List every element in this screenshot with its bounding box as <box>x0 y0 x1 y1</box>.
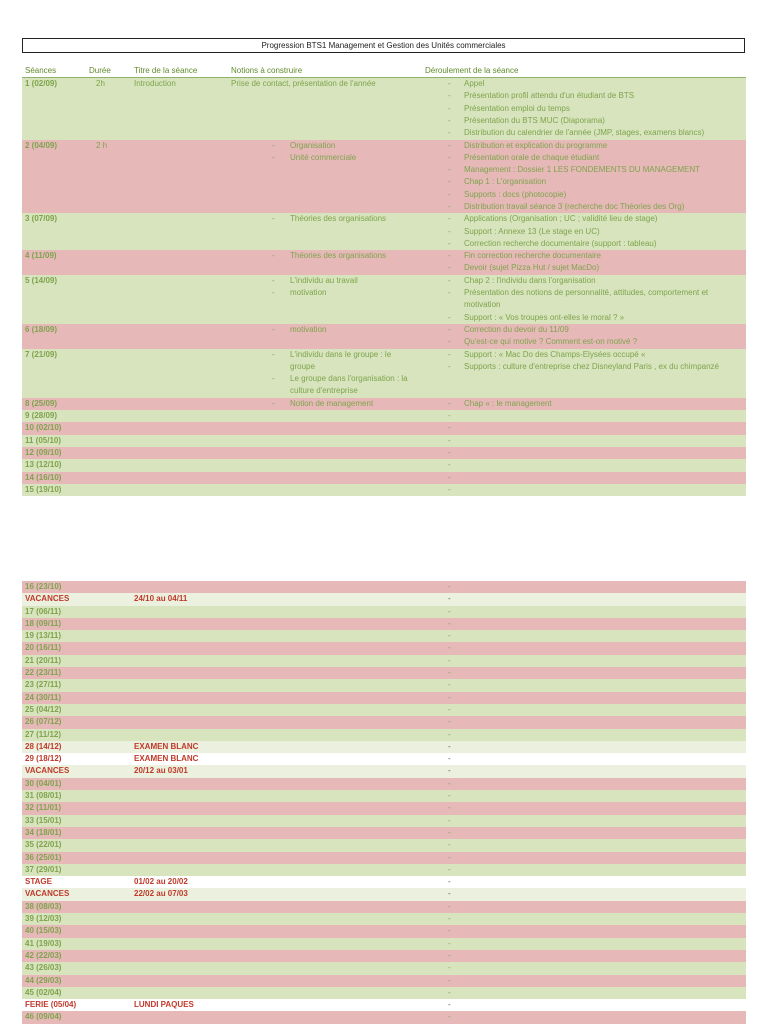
table-row <box>22 802 746 814</box>
bullet-dash: - <box>272 152 275 162</box>
bullet-dash: - <box>448 460 451 470</box>
deroulement-item <box>446 189 744 201</box>
notion-text: Théories des organisations <box>290 214 387 224</box>
table-row <box>22 839 746 851</box>
header-titre: Titre de la séance <box>134 66 198 75</box>
seance-cell: 44 (29/03) <box>25 975 62 985</box>
seance-cell: 3 (07/09) <box>25 214 58 224</box>
notions-list <box>272 398 417 410</box>
notion-text: Unité commerciale <box>290 152 357 162</box>
bullet-dash: - <box>272 140 275 150</box>
bullet-dash: - <box>448 987 451 997</box>
table-row <box>22 901 746 913</box>
deroulement-item <box>446 213 744 225</box>
bullet-dash: - <box>448 791 451 801</box>
deroulement-text: Management : Dossier 1 LES FONDEMENTS DU MANAGEMENT <box>464 165 701 175</box>
document-title: Progression BTS1 Management et Gestion des Unités commerciales <box>22 38 745 53</box>
table-row <box>22 472 746 484</box>
bullet-dash: - <box>448 803 451 813</box>
bullet-dash: - <box>448 91 451 101</box>
bullet-dash: - <box>448 1000 451 1010</box>
bullet-dash: - <box>448 778 451 788</box>
seance-cell: 6 (18/09) <box>25 324 58 334</box>
bullet-dash: - <box>448 926 451 936</box>
bullet-dash: - <box>448 165 451 175</box>
seance-cell: 20 (16/11) <box>25 643 62 653</box>
deroulement-item <box>446 275 744 287</box>
table-row <box>22 827 746 839</box>
bullet-dash: - <box>448 680 451 690</box>
deroulement-item <box>446 262 744 274</box>
deroulement-text: Qu'est-ce qui motive ? Comment est-on motivé ? <box>464 337 638 347</box>
bullet-dash: - <box>448 251 451 261</box>
seance-cell: 23 (27/11) <box>25 680 62 690</box>
bullet-dash: - <box>448 361 451 371</box>
bullet-dash: - <box>448 189 451 199</box>
notion-text: motivation <box>290 288 327 298</box>
deroulement-list <box>446 78 744 139</box>
table-row <box>22 876 746 888</box>
deroulement-text: Présentation orale de chaque étudiant <box>464 152 600 162</box>
table-row <box>22 78 746 140</box>
notions-list <box>272 324 417 336</box>
seance-cell: VACANCES <box>25 766 70 776</box>
bullet-dash: - <box>448 889 451 899</box>
bullet-dash: - <box>272 349 275 359</box>
bullet-dash: - <box>448 324 451 334</box>
seance-cell: 12 (09/10) <box>25 447 62 457</box>
deroulement-item <box>446 287 744 312</box>
seance-cell: 7 (21/09) <box>25 349 58 359</box>
deroulement-item <box>446 164 744 176</box>
bullet-dash: - <box>272 374 275 384</box>
deroulement-text: Présentation emploi du temps <box>464 103 570 113</box>
seance-cell: FERIE (05/04) <box>25 1000 77 1010</box>
deroulement-item <box>446 90 744 102</box>
titre-cell: Introduction <box>134 79 176 88</box>
bullet-dash: - <box>448 963 451 973</box>
deroulement-item <box>446 250 744 262</box>
table-row <box>22 704 746 716</box>
bullet-dash: - <box>448 447 451 457</box>
bullet-dash: - <box>448 643 451 653</box>
deroulement-item <box>446 201 744 213</box>
bullet-dash: - <box>448 631 451 641</box>
table-row <box>22 398 746 410</box>
bullet-dash: - <box>448 275 451 285</box>
table-row <box>22 864 746 876</box>
table-row <box>22 753 746 765</box>
deroulement-text: Appel <box>464 79 485 88</box>
bullet-dash: - <box>272 275 275 285</box>
bullet-dash: - <box>448 128 451 138</box>
notion-text: Organisation <box>290 140 336 150</box>
deroulement-text: Présentation profil attendu d'un étudiant de BTS <box>464 91 635 101</box>
notion-item <box>272 373 417 398</box>
deroulement-item <box>446 349 744 361</box>
notion-item <box>272 250 417 262</box>
deroulement-text: Correction recherche documentaire (support : tableau) <box>464 238 657 248</box>
seance-cell: 36 (25/01) <box>25 852 62 862</box>
bullet-dash: - <box>448 349 451 359</box>
seance-cell: 46 (09/04) <box>25 1012 62 1022</box>
bullet-dash: - <box>448 840 451 850</box>
seance-cell: 11 (05/10) <box>25 435 62 445</box>
bullet-dash: - <box>448 411 451 421</box>
deroulement-list <box>446 398 744 410</box>
seance-cell: 19 (13/11) <box>25 631 62 641</box>
deroulement-item <box>446 336 744 348</box>
seance-cell: 5 (14/09) <box>25 275 58 285</box>
deroulement-item <box>446 226 744 238</box>
bullet-dash: - <box>448 263 451 273</box>
table-row <box>22 925 746 937</box>
deroulement-text: Applications (Organisation ; UC ; validité lieu de stage) <box>464 214 658 224</box>
notion-text: motivation <box>290 324 327 334</box>
bullet-dash: - <box>272 288 275 298</box>
table-row <box>22 790 746 802</box>
seance-cell: 27 (11/12) <box>25 729 62 739</box>
notions-list <box>272 275 417 300</box>
table-row <box>22 630 746 642</box>
bullet-dash: - <box>448 288 451 298</box>
bullet-dash: - <box>448 704 451 714</box>
deroulement-item <box>446 312 744 324</box>
seance-cell: 39 (12/03) <box>25 914 62 924</box>
deroulement-text: Distribution travail séance 3 (recherche doc Théories des Org) <box>464 201 685 211</box>
seance-cell: 21 (20/11) <box>25 655 62 665</box>
deroulement-text: Présentation du BTS MUC (Diaporama) <box>464 115 605 125</box>
deroulement-item <box>446 176 744 188</box>
bullet-dash: - <box>448 618 451 628</box>
table-row <box>22 250 746 275</box>
bullet-dash: - <box>448 238 451 248</box>
bullet-dash: - <box>448 606 451 616</box>
deroulement-text: Fin correction recherche documentaire <box>464 251 601 261</box>
seance-cell: 1 (02/09) <box>25 79 58 88</box>
table-row <box>22 349 746 398</box>
header-deroulement: Déroulement de la séance <box>425 66 519 75</box>
seance-cell: 29 (18/12) <box>25 754 62 764</box>
seance-cell: 10 (02/10) <box>25 423 62 433</box>
deroulement-list <box>446 275 744 324</box>
deroulement-text: Support : « Mac Do des Champs-Elysées occupé « <box>464 349 646 359</box>
table-row <box>22 888 746 900</box>
table-row <box>22 324 746 349</box>
seance-cell: 28 (14/12) <box>25 741 62 751</box>
seance-cell: 25 (04/12) <box>25 704 62 714</box>
bullet-dash: - <box>448 582 451 591</box>
table-row <box>22 950 746 962</box>
seance-cell: 34 (18/01) <box>25 827 62 837</box>
bullet-dash: - <box>448 655 451 665</box>
deroulement-text: Distribution et explication du programme <box>464 140 608 150</box>
table-row <box>22 642 746 654</box>
bullet-dash: - <box>448 140 451 150</box>
seance-cell: 45 (02/04) <box>25 987 62 997</box>
bullet-dash: - <box>448 337 451 347</box>
seance-cell: 17 (06/11) <box>25 606 62 616</box>
deroulement-list <box>446 140 744 214</box>
bullet-dash: - <box>448 741 451 751</box>
header-seances: Séances <box>25 66 57 75</box>
bullet-dash: - <box>448 423 451 433</box>
table-row <box>22 913 746 925</box>
notion-text: Le groupe dans l'organisation : la culture d'entreprise <box>290 374 408 396</box>
deroulement-text: Chap 1 : L'organisation <box>464 177 547 187</box>
table-row <box>22 778 746 790</box>
seance-cell: 16 (23/10) <box>25 582 62 591</box>
table-row <box>22 618 746 630</box>
deroulement-item <box>446 127 744 139</box>
notion-item <box>272 324 417 336</box>
notions-list <box>272 213 417 225</box>
bullet-dash: - <box>448 1012 451 1022</box>
bullet-dash: - <box>448 692 451 702</box>
table-row <box>22 741 746 753</box>
header-notions: Notions à construire <box>231 66 303 75</box>
deroulement-text: Support : « Vos troupes ont-elles le moral ? » <box>464 312 625 322</box>
deroulement-item <box>446 238 744 250</box>
seance-cell: STAGE <box>25 877 52 887</box>
bullet-dash: - <box>448 852 451 862</box>
table-row <box>22 655 746 667</box>
notion-item <box>272 287 417 299</box>
deroulement-text: Correction du devoir du 11/09 <box>464 324 569 334</box>
table-row <box>22 987 746 999</box>
duree-cell: 2 h <box>96 140 108 150</box>
notion-text: L'individu dans le groupe : le groupe <box>290 349 392 371</box>
titre-cell: 24/10 au 04/11 <box>134 594 188 604</box>
bullet-dash: - <box>448 717 451 727</box>
seance-cell: 13 (12/10) <box>25 460 62 470</box>
notion-item <box>272 398 417 410</box>
bullet-dash: - <box>448 435 451 445</box>
seance-cell: 18 (09/11) <box>25 618 62 628</box>
table-row <box>22 692 746 704</box>
deroulement-item <box>446 78 744 90</box>
notion-cell: Prise de contact, présentation de l'année <box>231 79 376 88</box>
notion-text: Notion de management <box>290 398 374 408</box>
seance-cell: 4 (11/09) <box>25 251 57 261</box>
bullet-dash: - <box>448 201 451 211</box>
table-row <box>22 716 746 728</box>
bullet-dash: - <box>448 729 451 739</box>
bullet-dash: - <box>448 152 451 162</box>
table-row <box>22 213 746 250</box>
bullet-dash: - <box>448 815 451 825</box>
table-row <box>22 999 746 1011</box>
bullet-dash: - <box>448 594 451 604</box>
schedule-table-winter-spring <box>22 581 746 1024</box>
seance-cell: 37 (29/01) <box>25 864 62 874</box>
notion-item <box>272 152 417 164</box>
deroulement-item <box>446 324 744 336</box>
deroulement-text: Devoir (sujet Pizza Hut / sujet MacDo) <box>464 263 600 273</box>
bullet-dash: - <box>448 484 451 494</box>
titre-cell: EXAMEN BLANC <box>134 754 199 764</box>
notions-list <box>272 250 417 262</box>
seance-cell: 41 (19/03) <box>25 938 62 948</box>
table-row <box>22 435 746 447</box>
seance-cell: 43 (26/03) <box>25 963 62 973</box>
seance-cell: 38 (08/03) <box>25 901 62 911</box>
seance-cell: 30 (04/01) <box>25 778 62 788</box>
seance-cell: 24 (30/11) <box>25 692 62 702</box>
notions-list <box>272 349 417 398</box>
seance-cell: 22 (23/11) <box>25 668 62 678</box>
table-row <box>22 1011 746 1023</box>
table-row <box>22 422 746 434</box>
deroulement-item <box>446 152 744 164</box>
table-row <box>22 729 746 741</box>
titre-cell: EXAMEN BLANC <box>134 741 199 751</box>
deroulement-list <box>446 213 744 250</box>
bullet-dash: - <box>448 766 451 776</box>
deroulement-list <box>446 250 744 275</box>
table-row <box>22 962 746 974</box>
duree-cell: 2h <box>96 79 105 88</box>
table-row <box>22 140 746 214</box>
notions-list <box>272 140 417 165</box>
seance-cell: 40 (15/03) <box>25 926 62 936</box>
seance-cell: 32 (11/01) <box>25 803 62 813</box>
seance-cell: VACANCES <box>25 594 70 604</box>
bullet-dash: - <box>448 877 451 887</box>
table-row <box>22 938 746 950</box>
bullet-dash: - <box>448 754 451 764</box>
bullet-dash: - <box>272 398 275 408</box>
bullet-dash: - <box>448 103 451 113</box>
table-row <box>22 606 746 618</box>
bullet-dash: - <box>272 251 275 261</box>
deroulement-item <box>446 115 744 127</box>
deroulement-text: Support : Annexe 13 (Le stage en UC) <box>464 226 600 236</box>
table-row <box>22 447 746 459</box>
bullet-dash: - <box>272 214 275 224</box>
deroulement-text: Chap 2 : l'individu dans l'organisation <box>464 275 596 285</box>
notion-text: L'individu au travail <box>290 275 358 285</box>
bullet-dash: - <box>448 177 451 187</box>
bullet-dash: - <box>448 79 451 88</box>
deroulement-item <box>446 103 744 115</box>
notion-item <box>272 213 417 225</box>
table-row <box>22 484 746 496</box>
header-duree: Durée <box>89 66 111 75</box>
deroulement-item <box>446 140 744 152</box>
deroulement-text: Chap « : le management <box>464 398 552 408</box>
titre-cell: 01/02 au 20/02 <box>134 877 188 887</box>
table-row <box>22 459 746 471</box>
bullet-dash: - <box>448 864 451 874</box>
seance-cell: 15 (19/10) <box>25 484 62 494</box>
notion-item <box>272 349 417 374</box>
bullet-dash: - <box>448 312 451 322</box>
notion-item <box>272 140 417 152</box>
table-row <box>22 975 746 987</box>
bullet-dash: - <box>448 975 451 985</box>
bullet-dash: - <box>448 398 451 408</box>
notion-text: Théories des organisations <box>290 251 387 261</box>
seance-cell: 42 (22/03) <box>25 950 62 960</box>
notion-item <box>272 275 417 287</box>
bullet-dash: - <box>448 214 451 224</box>
seance-cell: 35 (22/01) <box>25 840 62 850</box>
bullet-dash: - <box>448 472 451 482</box>
seance-cell: 8 (25/09) <box>25 398 58 408</box>
deroulement-list <box>446 349 744 374</box>
bullet-dash: - <box>272 324 275 334</box>
bullet-dash: - <box>448 827 451 837</box>
bullet-dash: - <box>448 950 451 960</box>
titre-cell: LUNDI PAQUES <box>134 1000 194 1010</box>
table-row <box>22 815 746 827</box>
titre-cell: 22/02 au 07/03 <box>134 889 188 899</box>
table-row <box>22 765 746 777</box>
bullet-dash: - <box>448 115 451 125</box>
schedule-table-autumn <box>22 78 746 496</box>
deroulement-text: Présentation des notions de personnalité, attitudes, comportement et motivation <box>464 288 709 310</box>
bullet-dash: - <box>448 226 451 236</box>
seance-cell: 31 (08/01) <box>25 791 62 801</box>
table-row <box>22 581 746 593</box>
table-row <box>22 410 746 422</box>
deroulement-text: Supports : culture d'entreprise chez Disneyland Paris , ex du chimpanzé <box>464 361 719 371</box>
table-header <box>22 66 746 78</box>
deroulement-text: Supports : docs (photocopie) <box>464 189 567 199</box>
seance-cell: 26 (07/12) <box>25 717 62 727</box>
bullet-dash: - <box>448 938 451 948</box>
titre-cell: 20/12 au 03/01 <box>134 766 188 776</box>
seance-cell: VACANCES <box>25 889 70 899</box>
bullet-dash: - <box>448 914 451 924</box>
seance-cell: 2 (04/09) <box>25 140 58 150</box>
table-row <box>22 667 746 679</box>
table-row <box>22 593 746 605</box>
table-row <box>22 275 746 324</box>
deroulement-text: Distribution du calendrier de l'année (JMP, stages, examens blancs) <box>464 128 705 138</box>
bullet-dash: - <box>448 901 451 911</box>
deroulement-item <box>446 361 744 373</box>
deroulement-list <box>446 324 744 349</box>
seance-cell: 9 (28/09) <box>25 411 58 421</box>
bullet-dash: - <box>448 668 451 678</box>
deroulement-item <box>446 398 744 410</box>
seance-cell: 33 (15/01) <box>25 815 62 825</box>
table-row <box>22 679 746 691</box>
table-row <box>22 852 746 864</box>
seance-cell: 14 (16/10) <box>25 472 62 482</box>
